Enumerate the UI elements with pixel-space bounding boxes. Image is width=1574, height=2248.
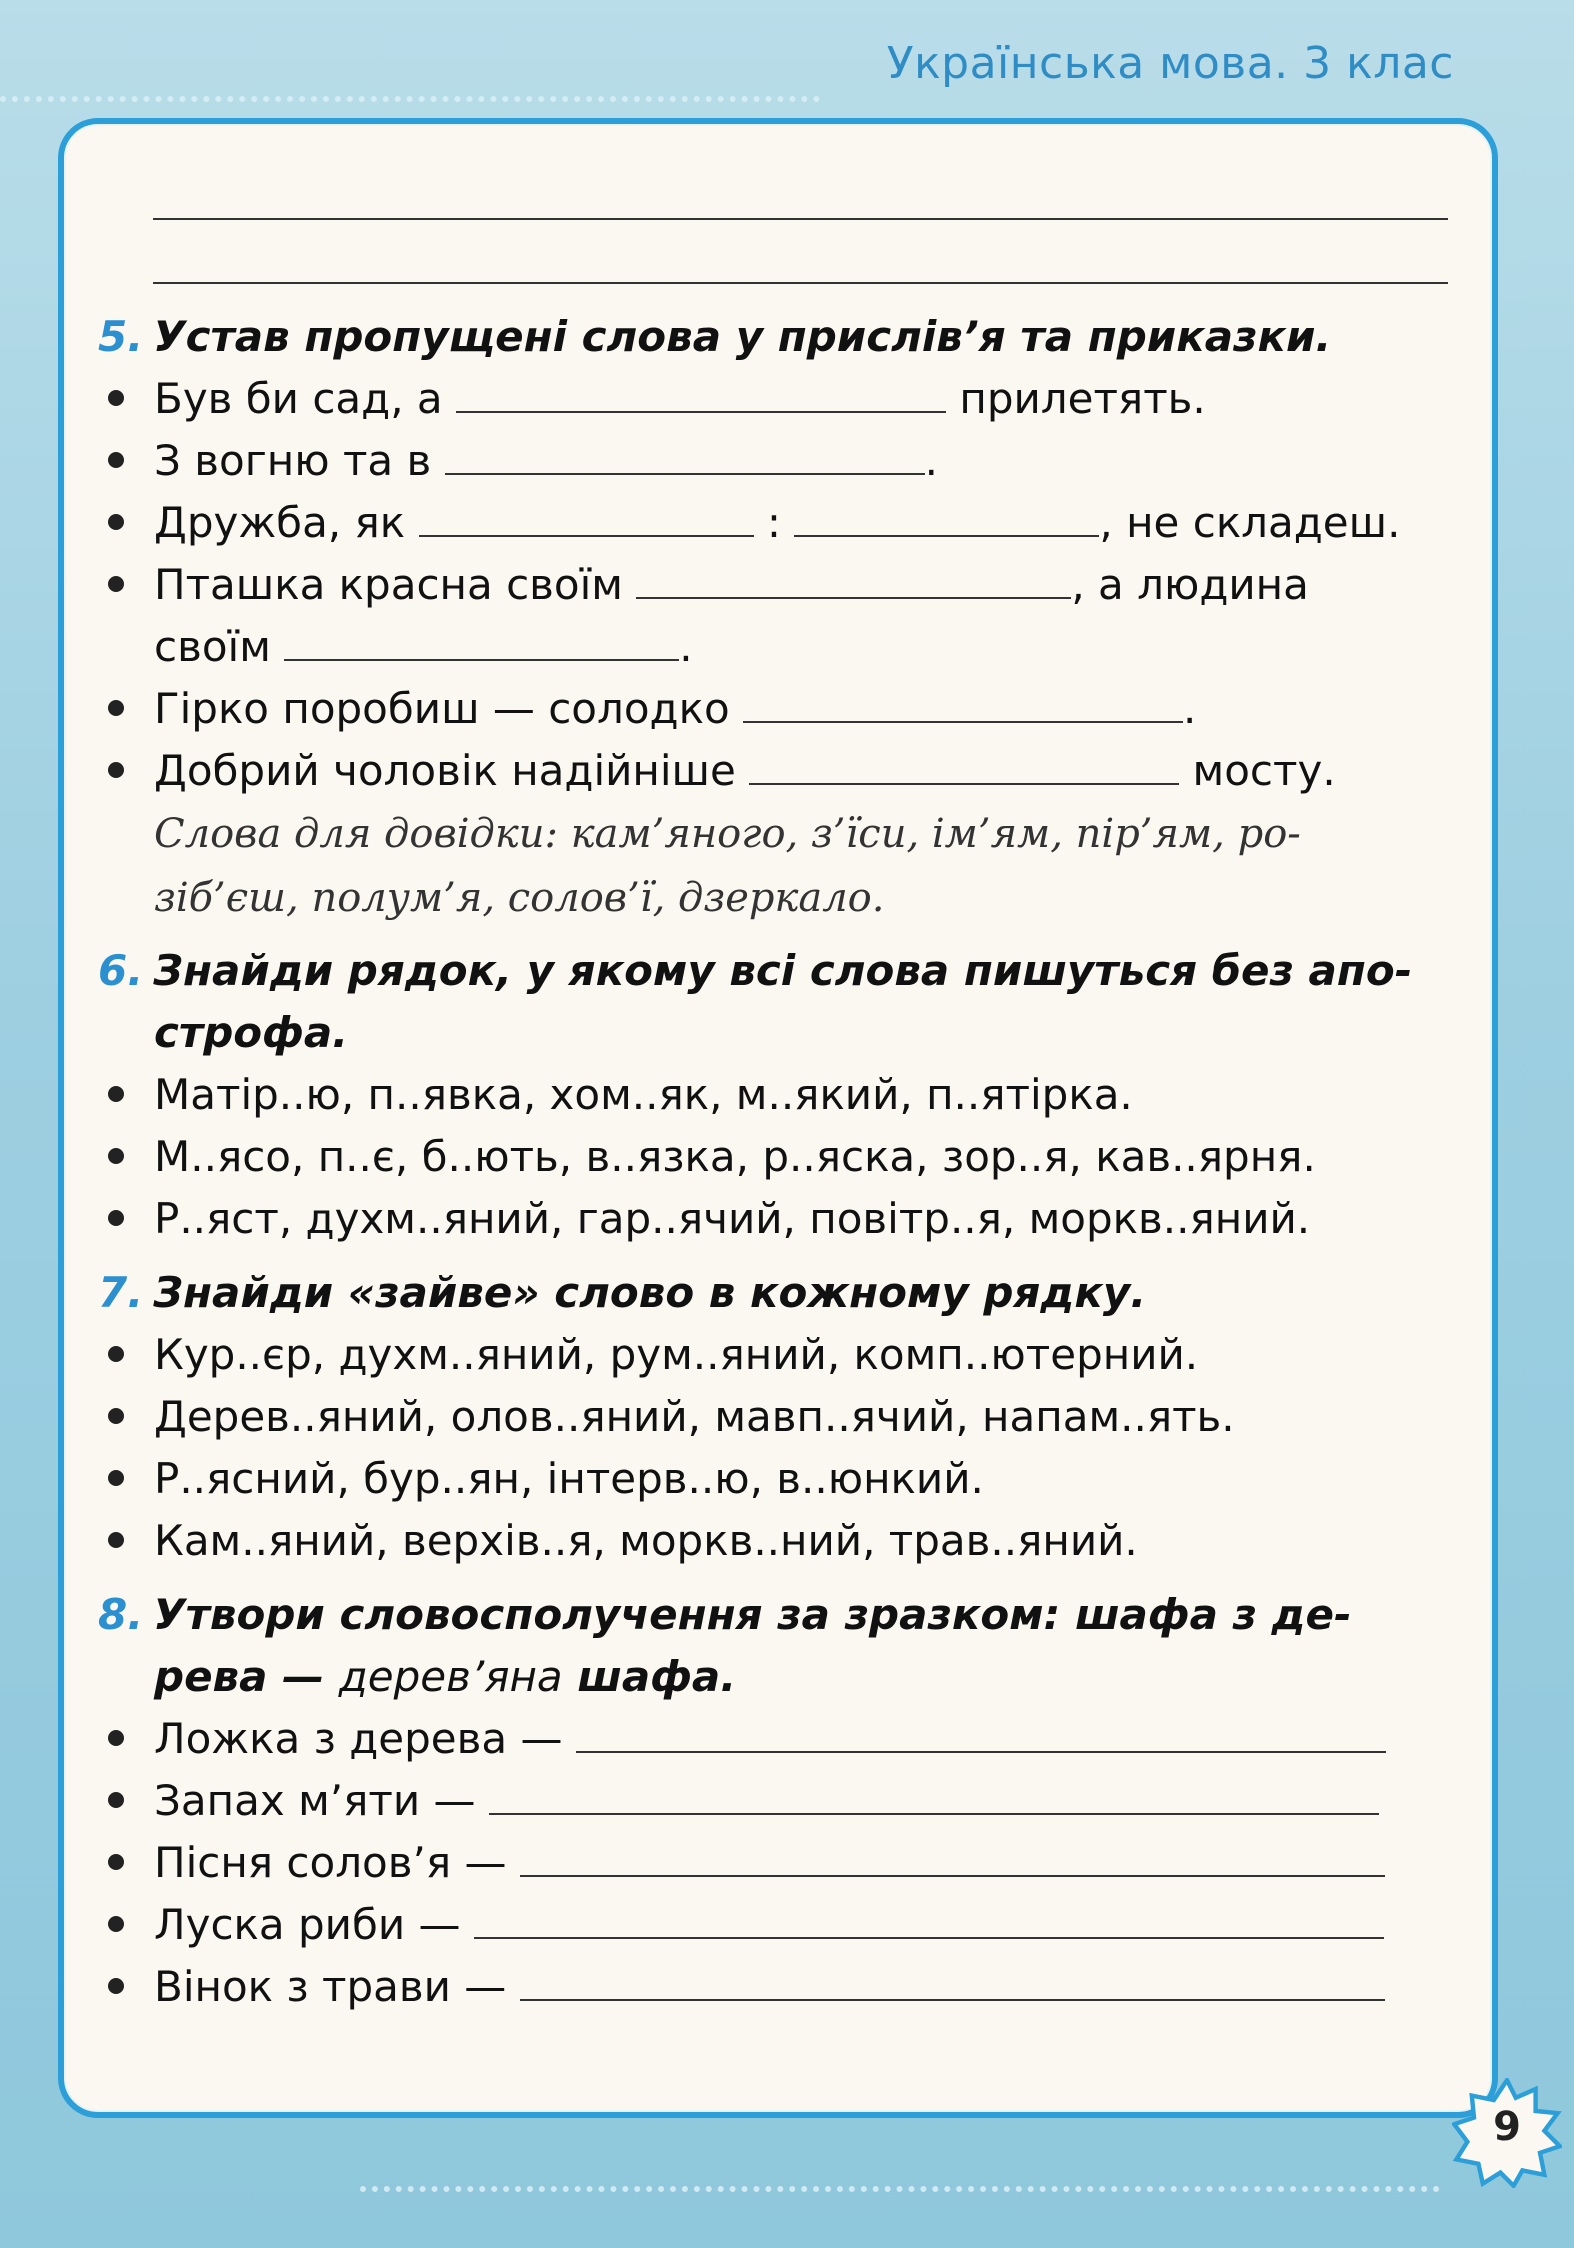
task-title <box>98 306 1448 368</box>
task-number: 5. <box>98 312 144 361</box>
task-title <box>98 1584 1448 1646</box>
task-title-text: рева — <box>154 1652 325 1701</box>
answer-blank[interactable] <box>794 495 1099 537</box>
bullet-icon <box>108 1532 124 1548</box>
list-item <box>98 678 1448 740</box>
item-text: Кур..єр, духм..яний, рум..яний, комп..ютерний. <box>154 1330 1199 1379</box>
bullet-icon <box>108 1916 124 1932</box>
list-item <box>98 1324 1448 1386</box>
answer-line[interactable] <box>153 282 1448 284</box>
bullet-icon <box>108 1470 124 1486</box>
answer-blank[interactable] <box>743 681 1183 723</box>
reference-words: зіб’єш, полум’я, солов’ї, дзеркало. <box>154 875 885 921</box>
item-text: , а людина <box>1071 560 1309 609</box>
answer-blank[interactable] <box>576 1711 1386 1753</box>
answer-blank[interactable] <box>636 557 1071 599</box>
example-word: дерев’яна <box>338 1652 563 1701</box>
task-title-text: шафа. <box>577 1652 737 1701</box>
header-title: Українська мова. 3 клас <box>886 38 1454 89</box>
list-item <box>98 1064 1448 1126</box>
page-number: 9 <box>1493 2104 1521 2150</box>
item-text: Ложка з дерева — <box>154 1714 563 1763</box>
decor-dots-top <box>0 96 820 110</box>
reference-words: Слова для довідки: кам’яного, з’їси, ім’ям, пір’ям, ро- <box>154 811 1301 857</box>
list-item <box>98 1956 1448 2018</box>
item-text: Р..ясний, бур..ян, інтерв..ю, в..юнкий. <box>154 1454 984 1503</box>
answer-blank[interactable] <box>489 1773 1379 1815</box>
item-text: Запах м’яти — <box>154 1776 476 1825</box>
item-text: . <box>924 436 938 485</box>
bullet-icon <box>108 390 124 406</box>
item-text: Луска риби — <box>154 1900 461 1949</box>
bullet-icon <box>108 1408 124 1424</box>
list-item <box>98 740 1448 802</box>
bullet-icon <box>108 1148 124 1164</box>
answer-line[interactable] <box>153 218 1448 220</box>
item-text: Дерев..яний, олов..яний, мавп..ячий, напам..ять. <box>154 1392 1235 1441</box>
task-7 <box>98 1262 1448 1572</box>
worksheet-content <box>98 180 1448 2018</box>
task-number: 7. <box>98 1268 144 1317</box>
answer-blank[interactable] <box>520 1835 1385 1877</box>
answer-blank[interactable] <box>749 743 1179 785</box>
list-item <box>98 1510 1448 1572</box>
item-text: Кам..яний, верхів..я, моркв..ний, трав..яний. <box>154 1516 1138 1565</box>
list-item <box>98 1708 1448 1770</box>
item-text: прилетять. <box>959 374 1206 423</box>
decor-dots-bottom <box>360 2186 1440 2200</box>
task-title: строфа. <box>154 1008 349 1057</box>
item-text: М..ясо, п..є, б..ють, в..язка, р..яска, зор..я, кав..ярня. <box>154 1132 1316 1181</box>
item-text: Пісня солов’я — <box>154 1838 507 1887</box>
item-text: мосту. <box>1192 746 1336 795</box>
item-text: своїм <box>154 622 271 671</box>
item-text: , не складеш. <box>1099 498 1401 547</box>
list-item <box>98 1386 1448 1448</box>
list-item <box>98 1832 1448 1894</box>
list-item-continuation <box>98 616 1448 678</box>
bullet-icon <box>108 1854 124 1870</box>
bullet-icon <box>108 1730 124 1746</box>
item-text: З вогню та в <box>154 436 432 485</box>
bullet-icon <box>108 762 124 778</box>
item-text: Був би сад, а <box>154 374 443 423</box>
item-text: Добрий чоловік надійніше <box>154 746 736 795</box>
task-6 <box>98 940 1448 1250</box>
list-item <box>98 554 1448 616</box>
task-8 <box>98 1584 1448 2018</box>
answer-blank[interactable] <box>456 371 946 413</box>
task-number: 8. <box>98 1590 144 1639</box>
task-title-text: Знайди рядок, у якому всі слова пишуться без апо- <box>153 946 1413 995</box>
answer-blank[interactable] <box>445 433 925 475</box>
list-item <box>98 1894 1448 1956</box>
bullet-icon <box>108 1346 124 1362</box>
task-title <box>98 1262 1448 1324</box>
task-title-text: Устав пропущені слова у прислів’я та приказки. <box>153 312 1332 361</box>
list-item <box>98 1126 1448 1188</box>
item-text: Гірко поробиш — солодко <box>154 684 730 733</box>
item-text: Вінок з трави — <box>154 1962 507 2011</box>
list-item <box>98 1448 1448 1510</box>
task-title-text: Утвори словосполучення за зразком: шафа з де- <box>153 1590 1352 1639</box>
item-text: : <box>766 498 782 547</box>
item-text: Дружба, як <box>154 498 406 547</box>
bullet-icon <box>108 1086 124 1102</box>
answer-blank[interactable] <box>474 1897 1384 1939</box>
item-text: Пташка красна своїм <box>154 560 623 609</box>
item-text: . <box>679 622 693 671</box>
answer-blank[interactable] <box>284 619 679 661</box>
list-item <box>98 368 1448 430</box>
bullet-icon <box>108 1978 124 1994</box>
item-text: . <box>1183 684 1197 733</box>
task-title <box>98 940 1448 1002</box>
task-5 <box>98 306 1448 930</box>
list-item <box>98 492 1448 554</box>
bullet-icon <box>108 452 124 468</box>
item-text: Матір..ю, п..явка, хом..як, м..який, п..ятірка. <box>154 1070 1133 1119</box>
task-number: 6. <box>98 946 144 995</box>
bullet-icon <box>108 1210 124 1226</box>
bullet-icon <box>108 700 124 716</box>
bullet-icon <box>108 514 124 530</box>
list-item <box>98 1188 1448 1250</box>
task-title-text: Знайди «зайве» слово в кожному рядку. <box>153 1268 1147 1317</box>
list-item <box>98 430 1448 492</box>
list-item <box>98 1770 1448 1832</box>
bullet-icon <box>108 1792 124 1808</box>
bullet-icon <box>108 576 124 592</box>
answer-blank[interactable] <box>419 495 754 537</box>
item-text: Р..яст, духм..яний, гар..ячий, повітр..я, моркв..яний. <box>154 1194 1311 1243</box>
answer-blank[interactable] <box>520 1959 1385 2001</box>
task-title <box>98 1646 1448 1708</box>
